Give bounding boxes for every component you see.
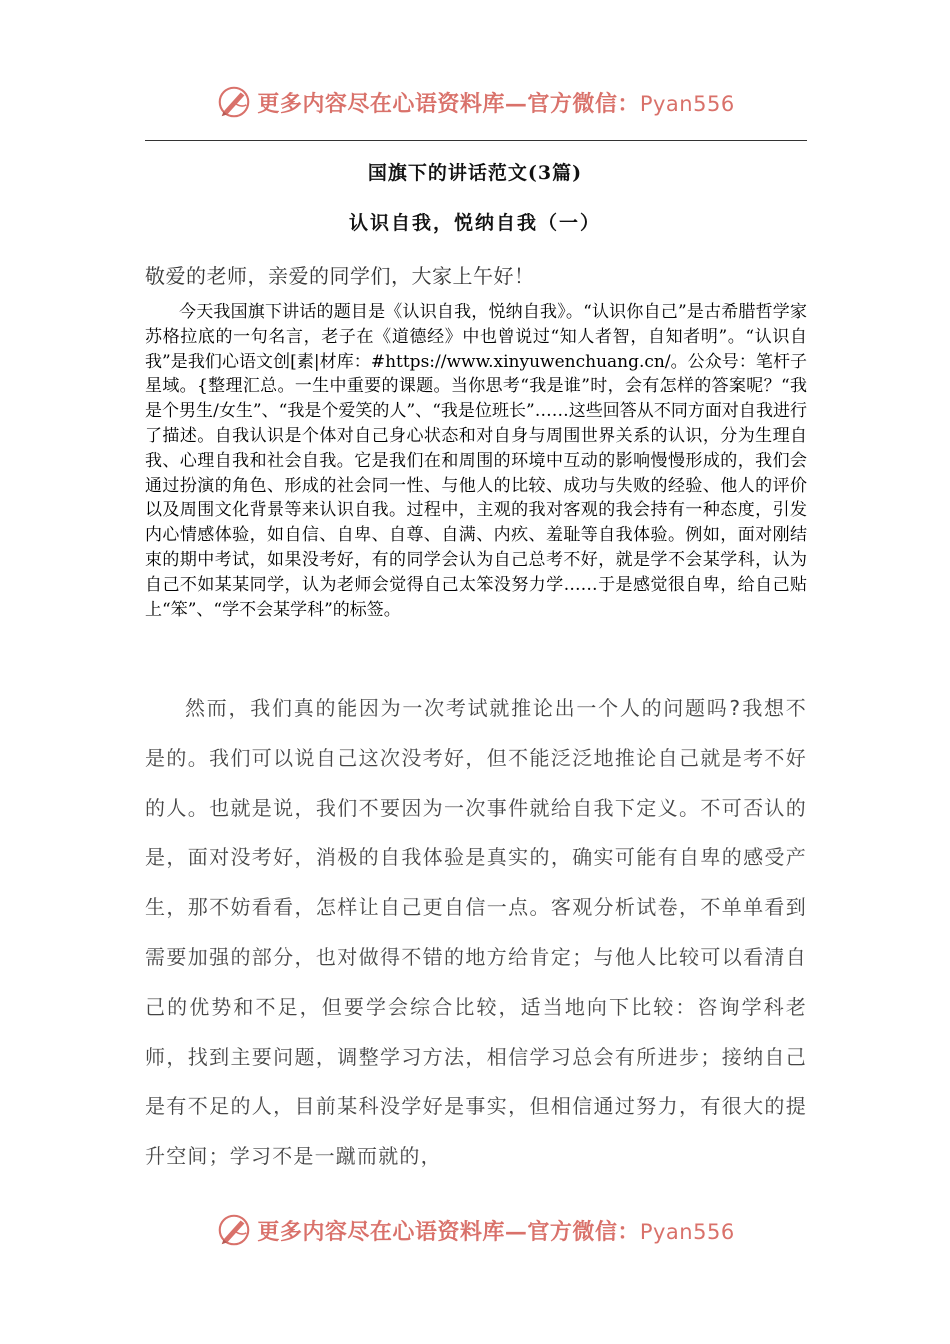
- header-rule: [145, 140, 807, 141]
- header-banner-text: 更多内容尽在心语资料库—官方微信：Pyan556: [257, 90, 735, 117]
- footer-banner: [0, 1210, 950, 1250]
- section-title: 认识自我，悦纳自我（一）: [348, 212, 601, 234]
- paragraph-1: 今天我国旗下讲话的题目是《认识自我，悦纳自我》。“认识你自己”是古希腊哲学家苏格拉底的一句名言，老子在《道德经》中也曾说过“知人者智，自知者明”。“认识自我”是我们心语文创[素|材库：#https://www.xinyuwenchuang.cn/。公众号：笔杆子星域。{整理汇总。一生中重要的课题。当你思考“我是谁”时，会有怎样的答案呢？“我是个男生/女生”、“我是个爱笑的人”、“我是位班长”……这些回答从不同方面对自我进行了描述。自我认识是个体对自己身心状态和对自身与周围世界关系的认识，分为生理自我、心理自我和社会自我。它是我们在和周围的环境中互动的影响慢慢形成的，我们会通过扮演的角色、形成的社会同一性、与他人的比较、成功与失败的经验、他人的评价以及周围文化背景等来认识自我。过程中，主观的我对客观的我会持有一种态度，引发内心情感体验，如自信、自卑、自尊、自满、内疚、羞耻等自我体验。例如，面对刚结束的期中考试，如果没考好，有的同学会认为自己总考不好，就是学不会某学科，认为自己不如某某同学，认为老师会觉得自己太笨没努力学……于是感觉很自卑，给自己贴上“笨”、“学不会某学科”的标签。: [145, 302, 807, 620]
- greeting: 敬爱的老师，亲爱的同学们，大家上午好！: [145, 264, 535, 288]
- paragraph-2: 然而，我们真的能因为一次考试就推论出一个人的问题吗?我想不是的。我们可以说自己这次没考好，但不能泛泛地推论自己就是考不好的人。也就是说，我们不要因为一次事件就给自我下定义。不可否认的是，面对没考好，消极的自我体验是真实的，确实可能有自卑的感受产生，那不妨看看，怎样让自己更自信一点。客观分析试卷，不单单看到需要加强的部分，也对做得不错的地方给肯定；与他人比较可以看清自己的优势和不足，但要学会综合比较，适当地向下比较：咨询学科老师，找到主要问题，调整学习方法，相信学习总会有所进步；接纳自己是有不足的人，目前某科没学好是事实，但相信通过努力，有很大的提升空间；学习不是一蹴而就的，: [145, 696, 807, 1169]
- header-banner: [0, 82, 950, 122]
- footer-wechat-id: Pyan556: [639, 1219, 735, 1244]
- pen-logo-icon: [215, 1211, 253, 1249]
- header-wechat-id: Pyan556: [639, 91, 735, 116]
- footer-banner-text: 更多内容尽在心语资料库—官方微信：Pyan556: [257, 1218, 735, 1245]
- pen-logo-icon: [215, 83, 253, 121]
- document-title: 国旗下的讲话范文(3篇): [367, 162, 583, 184]
